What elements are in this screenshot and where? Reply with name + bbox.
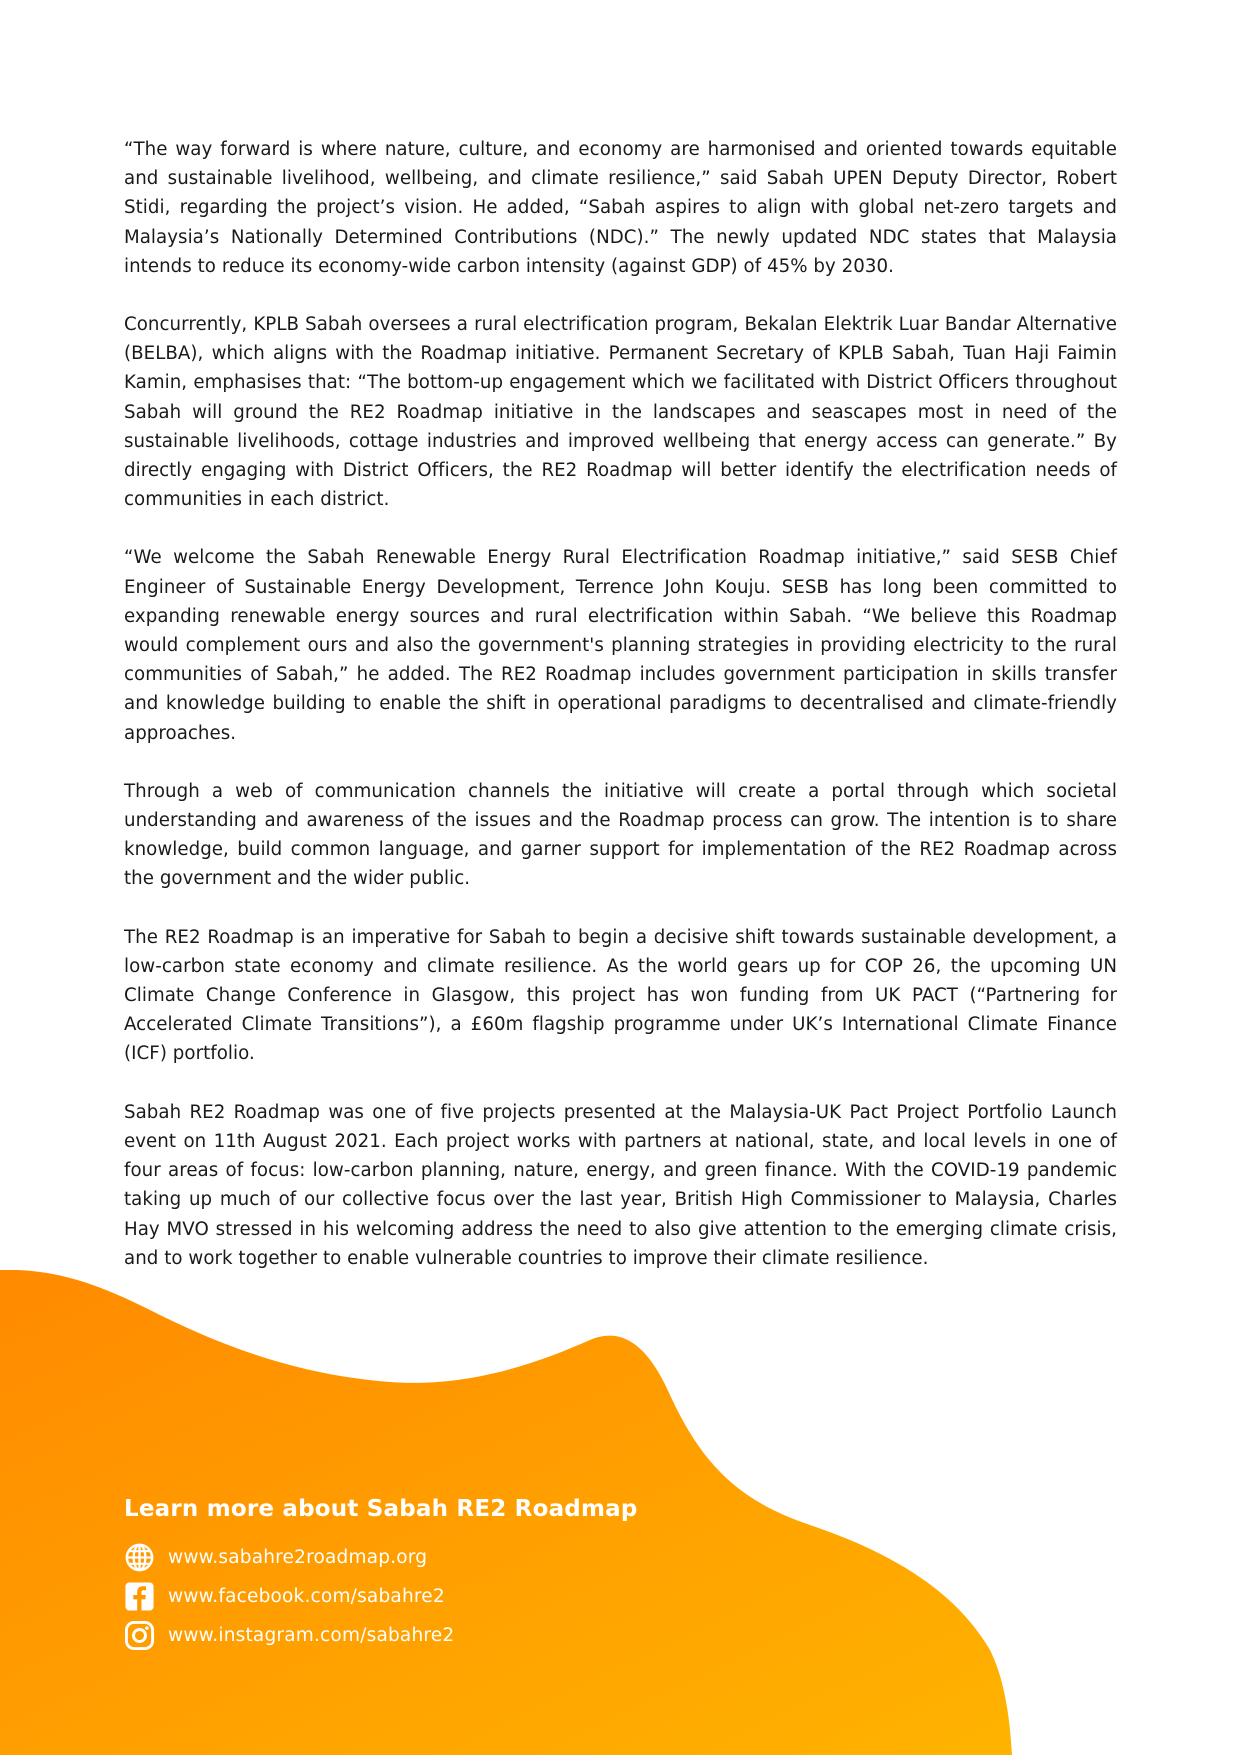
- facebook-icon: [124, 1581, 155, 1612]
- instagram-link[interactable]: [124, 1616, 638, 1655]
- paragraph-uk-pact: The RE2 Roadmap is an imperative for Sabah to begin a decisive shift towards sustainable development, a low-carbon state economy and climate resilience. As the world gears up for COP 26, the upcoming UN Climate Change Conference in Glasgow, this project has won funding from UK PACT (“Partnering for Accelerated Climate Transitions”), a £60m flagship programme under UK’s International Climate Finance (ICF) portfolio.: [124, 926, 1117, 1065]
- article-body: [124, 135, 1117, 1302]
- globe-icon: [124, 1542, 155, 1573]
- instagram-link-text[interactable]: www.instagram.com/sabahre2: [168, 1625, 455, 1646]
- footer-links: [124, 1494, 638, 1655]
- footer-title: Learn more about Sabah RE2 Roadmap: [124, 1496, 638, 1522]
- paragraph-upen-vision: “The way forward is where nature, culture, and economy are harmonised and oriented towards equitable and sustainable livelihood, wellbeing, and climate resilience,” said Sabah UPEN Deputy Director, Robert Stidi, regarding the project’s vision. He added, “Sabah aspires to align with global net-zero targets and Malaysia’s Nationally Determined Contributions (NDC).” The newly updated NDC states that Malaysia intends to reduce its economy-wide carbon intensity (against GDP) of 45% by 2030.: [124, 139, 1117, 277]
- website-link-text[interactable]: www.sabahre2roadmap.org: [168, 1547, 428, 1568]
- facebook-link[interactable]: [124, 1577, 638, 1616]
- website-link[interactable]: [124, 1538, 638, 1577]
- paragraph-sesb-welcome: “We welcome the Sabah Renewable Energy Rural Electrification Roadmap initiative,” said SESB Chief Engineer of Sustainable Energy Development, Terrence John Kouju. SESB has long been committed to expanding renewable energy sources and rural electrification within Sabah. “We believe this Roadmap would complement ours and also the government's planning strategies in providing electricity to the rural communities of Sabah,” he added. The RE2 Roadmap includes government participation in skills transfer and knowledge building to enable the shift in operational paradigms to decentralised and climate-friendly approaches.: [124, 547, 1117, 744]
- facebook-link-text[interactable]: www.facebook.com/sabahre2: [168, 1586, 445, 1607]
- paragraph-kplb-belba: Concurrently, KPLB Sabah oversees a rural electrification program, Bekalan Elektrik Luar Bandar Alternative (BELBA), which aligns with the Roadmap initiative. Permanent Secretary of KPLB Sabah, Tuan Haji Faimin Kamin, emphasises that: “The bottom-up engagement which we facilitated with District Officers throughout Sabah will ground the RE2 Roadmap initiative in the landscapes and seascapes most in need of the sustainable livelihoods, cottage industries and improved wellbeing that energy access can generate.” By directly engaging with District Officers, the RE2 Roadmap will better identify the electrification needs of communities in each district.: [124, 314, 1117, 511]
- paragraph-portfolio-launch: Sabah RE2 Roadmap was one of five projects presented at the Malaysia-UK Pact Project Portfolio Launch event on 11th August 2021. Each project works with partners at national, state, and local levels in one of four areas of focus: low-carbon planning, nature, energy, and green finance. With the COVID-19 pandemic taking up much of our collective focus over the last year, British High Commissioner to Malaysia, Charles Hay MVO stressed in his welcoming address the need to also give attention to the emerging climate crisis, and to work together to enable vulnerable countries to improve their climate resilience.: [124, 1101, 1117, 1269]
- instagram-icon: [124, 1620, 155, 1651]
- paragraph-communication: Through a web of communication channels the initiative will create a portal through which societal understanding and awareness of the issues and the Roadmap process can grow. The intention is to share knowledge, build common language, and garner support for implementation of the RE2 Roadmap across the government and the wider public.: [124, 780, 1117, 890]
